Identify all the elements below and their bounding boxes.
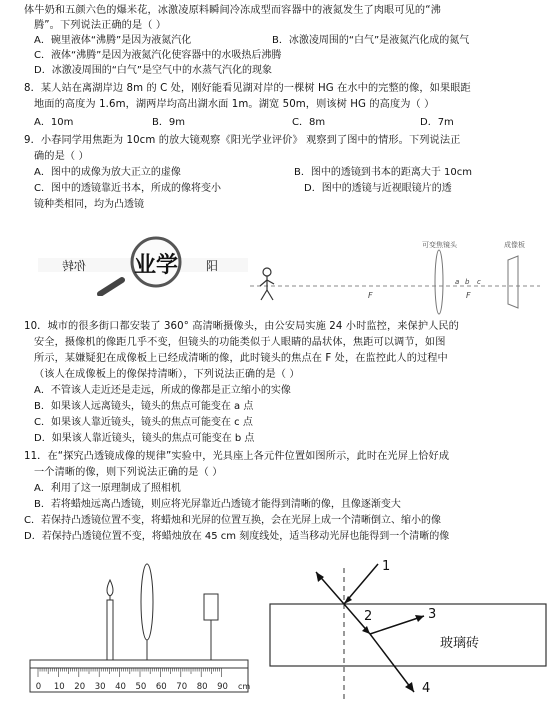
- q10-option-c: C．如果该人靠近镜头，镜头的焦点可能变在 c 点: [34, 417, 253, 428]
- ray-1-arrow-icon: [344, 596, 352, 604]
- q7-option-b: B．冰激凌周围的“白气”是液氮汽化成的氮气: [272, 35, 470, 46]
- board-label: 成像板: [504, 241, 525, 249]
- convex-lens-icon: [435, 250, 443, 314]
- ray-label-1: 1: [382, 560, 391, 574]
- q7-line-1: 体牛奶和五颜六色的爆米花，冰激凌原料瞬间冷冻成型而容器中的液氮发生了肉眼可见的“沸: [24, 5, 441, 16]
- q8-option-a: A．10m: [34, 117, 74, 128]
- q11-line-1: 11．在“探究凸透镜成像的规律”实验中，光具座上各元件位置如图所示，此时在光屏上恰好成: [24, 451, 450, 462]
- svg-text:你转: 你转: [61, 259, 86, 273]
- q9-option-d-cont: 镜种类相同，均为凸透镜: [34, 199, 144, 210]
- ruler-tick-label: 30: [94, 682, 106, 692]
- q10-line-4: （该人在成像板上的像保持清晰），下列说法正确的是（ ）: [34, 369, 300, 380]
- q9-option-c: C．图中的透镜靠近书本，所成的像将变小: [34, 183, 221, 194]
- camera-lens-diagram: [250, 238, 550, 318]
- q11-option-b: B．若将蜡烛远离凸透镜，则应将光屏靠近凸透镜才能得到清晰的像，且像逐渐变大: [34, 499, 401, 510]
- ruler-tick-label: 10: [53, 682, 65, 692]
- q10-line-1: 10．城市的很多街口都安装了 360° 高清晰摄像头，由公安局实施 24 小时监控，来保护人民的: [24, 321, 459, 332]
- glass-brick-figure: [266, 560, 548, 710]
- q7-line-2: 腾”。下列说法正确的是（ ）: [34, 20, 167, 31]
- optical-bench-figure: [26, 560, 254, 710]
- q11-option-d: D．若保持凸透镜位置不变，将蜡烛放在 45 cm 刻度线处，适当移动光屏也能得到一个清晰的像: [24, 531, 450, 542]
- q9-option-b: B．图中的透镜到书本的距离大于 10cm: [294, 167, 473, 178]
- ruler-tick-label: 70: [176, 682, 188, 692]
- magnified-text: 业学: [134, 253, 179, 278]
- q9-line-1: 9．小春同学用焦距为 10cm 的放大镜观察《阳光学业评价》 观察到了图中的情形。下列说法正: [24, 135, 461, 146]
- ruler-tick-label: 60: [155, 682, 167, 692]
- q8-line-2: 地面的高度为 1.6m，湖两岸均高出湖水面 1m。湖宽 50m，则该树 HG 的高度为（ ）: [34, 99, 435, 110]
- q8-option-c: C．8m: [292, 117, 326, 128]
- book-text-right: 阳: [206, 259, 219, 273]
- q8-option-d: D．7m: [420, 117, 454, 128]
- q8-line-1: 8．某人站在离湖岸边 8m 的 C 处，刚好能看见湖对岸的一棵树 HG 在水中的完整的像，如果眼距: [24, 83, 471, 94]
- q9-line-2: 确的是（ ）: [34, 151, 89, 162]
- focal-point-left: F: [368, 291, 373, 300]
- magnifier-figure: [38, 236, 248, 296]
- q10-line-3: 所示，某嫌疑犯在成像板上已经成清晰的像，此时镜头的焦点在 F 处，在监控此人的过程中: [34, 353, 448, 364]
- q7-option-d: D．冰激凌周围的“白气”是空气中的水蒸气汽化的现象: [34, 65, 273, 76]
- lens-holder-icon: [141, 564, 153, 660]
- q7-option-c: C．液体“沸腾”是因为液氮汽化使容器中的水吸热后沸腾: [34, 50, 282, 61]
- q7-option-a: A．碗里液体“沸腾”是因为液氮汽化: [34, 35, 192, 46]
- candle-icon: [107, 580, 113, 660]
- point-b: b: [465, 278, 470, 286]
- q8-option-b: B．9m: [152, 117, 185, 128]
- ray-label-4: 4: [422, 681, 431, 696]
- ruler-tick-label: 50: [135, 682, 147, 692]
- q10-line-2: 安全，摄像机的像距几乎不变，但镜头的功能类似于人眼睛的晶状体，焦距可以调节，如图: [34, 337, 446, 348]
- q11-option-c: C．若保持凸透镜位置不变，将蜡烛和光屏的位置互换，会在光屏上成一个清晰倒立、缩小的像: [24, 515, 441, 526]
- glass-brick-label: 玻璃砖: [440, 636, 480, 651]
- light-screen-icon: [204, 594, 218, 660]
- magnifier-handle-icon: [100, 280, 122, 294]
- person-icon: [260, 268, 274, 300]
- q11-line-2: 一个清晰的像，则下列说法正确的是（ ）: [34, 467, 223, 478]
- focal-point-right: F: [466, 291, 471, 300]
- ruler-tick-label: 40: [115, 682, 126, 692]
- imaging-board-icon: [508, 256, 518, 308]
- point-a: a: [455, 278, 460, 286]
- ruler-unit: cm: [238, 682, 251, 691]
- glass-brick: [270, 604, 546, 666]
- ray-label-3: 3: [428, 607, 437, 622]
- point-c: c: [477, 278, 481, 286]
- ruler-tick-label: 80: [196, 682, 208, 692]
- ruler-tick-label: 0: [35, 682, 42, 692]
- ruler-tick-label: 90: [217, 682, 228, 692]
- q11-option-a: A．利用了这一原理制成了照相机: [34, 483, 181, 494]
- q10-option-a: A．不管该人走近还是走远，所成的像都是正立缩小的实像: [34, 385, 291, 396]
- ray-label-2: 2: [364, 609, 373, 624]
- q10-option-d: D．如果该人靠近镜头，镜头的焦点可能变在 b 点: [34, 433, 255, 444]
- ray-4-arrow-icon: [405, 682, 414, 692]
- q9-option-d: D．图中的透镜与近视眼镜片的透: [304, 183, 452, 194]
- ruler-tick-label: 20: [74, 682, 86, 692]
- lens-label: 可变焦镜头: [422, 241, 457, 249]
- q10-option-b: B．如果该人远离镜头，镜头的焦点可能变在 a 点: [34, 401, 254, 412]
- q9-option-a: A．图中的成像为放大正立的虚像: [34, 167, 181, 178]
